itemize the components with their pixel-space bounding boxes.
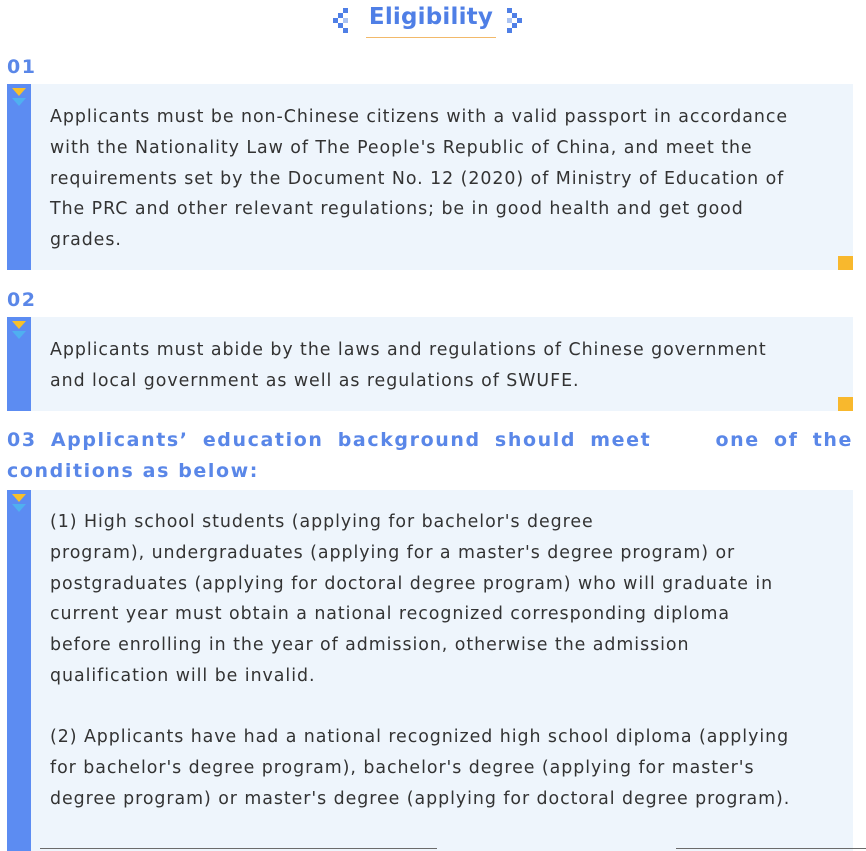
- card-accent-bar: [7, 317, 31, 411]
- section-03-heading-line1: 03 Applicants’ education background should meet: [7, 429, 652, 451]
- section-02-card: [7, 317, 853, 411]
- section-02-text: Applicants must abide by the laws and regulations of Chinese government and local government as well as regulations of SWUFE.: [50, 340, 767, 391]
- section-03-paragraph-2: (2) Applicants have had a national recognized high school diploma (applying for bachelor's degree program), bachelor's degree (applying for master's degree program) or master's degree (applying for doctoral degree program).: [50, 727, 791, 809]
- eligibility-title-block: [0, 0, 866, 44]
- card-accent-bar: [7, 84, 31, 270]
- section-01-card: [7, 84, 853, 270]
- right-bracket-icon: [507, 8, 527, 38]
- section-03-heading-line1-end: one of the: [715, 429, 853, 451]
- double-chevron-down-icon: [11, 492, 27, 518]
- section-02-heading: 02: [7, 289, 37, 311]
- section-03-heading-line2: conditions as below:: [7, 460, 260, 482]
- double-chevron-down-icon: [11, 86, 27, 112]
- title-underline: [366, 37, 496, 38]
- section-03-paragraph-1: (1) High school students (applying for bachelor's degree program), undergraduates (applying for a master's degree program) or postgraduates (applying for doctoral degree program) who will graduate in current year must obtain a national recognized corresponding diploma before enrolling in the year of admission, otherwise the admission qualification will be invalid.: [50, 512, 774, 686]
- section-03-heading: [7, 429, 853, 493]
- card-accent-bar: [7, 490, 31, 851]
- section-03-card: [7, 490, 853, 851]
- section-01-heading: 01: [7, 56, 37, 78]
- bottom-divider-right: [676, 848, 866, 849]
- corner-marker: [838, 397, 853, 411]
- page-title: Eligibility: [368, 4, 494, 30]
- corner-marker: [838, 256, 853, 270]
- left-bracket-icon: [333, 8, 353, 38]
- section-01-text: Applicants must be non-Chinese citizens with a valid passport in accordance with the Nationality Law of The People's Republic of China, and meet the requirements set by the Document No. 12 (2020) of Ministry of Education of The PRC and other relevant regulations; be in good health and get good grades.: [50, 107, 789, 251]
- bottom-divider-left: [40, 848, 437, 849]
- double-chevron-down-icon: [11, 319, 27, 345]
